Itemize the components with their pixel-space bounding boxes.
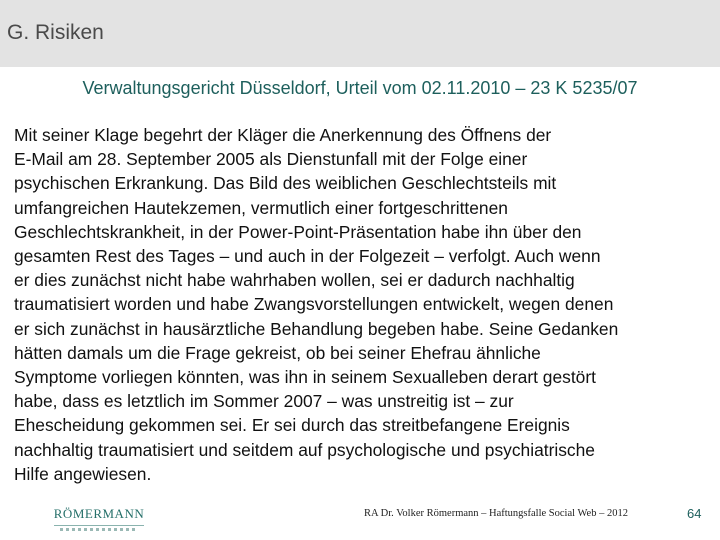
body-line: hätten damals um die Frage gekreist, ob bei seiner Ehefrau ähnliche [14, 342, 541, 363]
body-line: er sich zunächst in hausärztliche Behandlung begeben habe. Seine Gedanken [14, 318, 619, 339]
footer-caption: RA Dr. Volker Römermann – Haftungsfalle Social Web – 2012 [364, 508, 628, 519]
body-line: Symptome vorliegen könnten, was ihn in seinem Sexualleben derart gestört [14, 367, 596, 388]
body-line: Mit seiner Klage begehrt der Kläger die Anerkennung des Öffnens der [14, 125, 552, 145]
body-line: er dies zunächst nicht habe wahrhaben wollen, sei er dadurch nachhaltig [14, 270, 575, 291]
body-line: psychischen Erkrankung. Das Bild des weiblichen Geschlechtsteils mit [14, 173, 557, 194]
logo-wordmark: RÖMERMANN [53, 506, 145, 521]
page-number: 64 [687, 506, 702, 521]
roemermann-logo [52, 506, 146, 536]
logo-divider [54, 525, 144, 526]
header-bar [0, 0, 720, 67]
slide-subtitle: Verwaltungsgericht Düsseldorf, Urteil vom 02.11.2010 – 23 K 5235/07 [82, 78, 638, 98]
body-line: nachhaltig traumatisiert und seitdem auf psychologische und psychiatrische [14, 439, 595, 460]
body-line: umfangreichen Hautekzemen, vermutlich einer fortgeschrittenen [14, 197, 508, 218]
body-line: habe, dass es letztlich im Sommer 2007 – was unstreitig ist – zur [14, 391, 514, 412]
body-line: Hilfe angewiesen. [14, 463, 152, 484]
slide-body [14, 123, 714, 486]
logo-tagline-mark [60, 528, 138, 531]
body-line: Geschlechtskrankheit, in der Power-Point-Präsentation habe ihn über den [14, 221, 582, 242]
body-line: E-Mail am 28. September 2005 als Dienstunfall mit der Folge einer [14, 149, 528, 170]
slide-section-title: G. Risiken [7, 21, 104, 44]
body-line: gesamten Rest des Tages – und auch in der Folgezeit – verfolgt. Auch wenn [14, 246, 601, 267]
body-line: Ehescheidung gekommen sei. Er sei durch das streitbefangene Ereignis [14, 415, 570, 436]
body-line: traumatisiert worden und habe Zwangsvorstellungen entwickelt, wegen denen [14, 294, 614, 315]
